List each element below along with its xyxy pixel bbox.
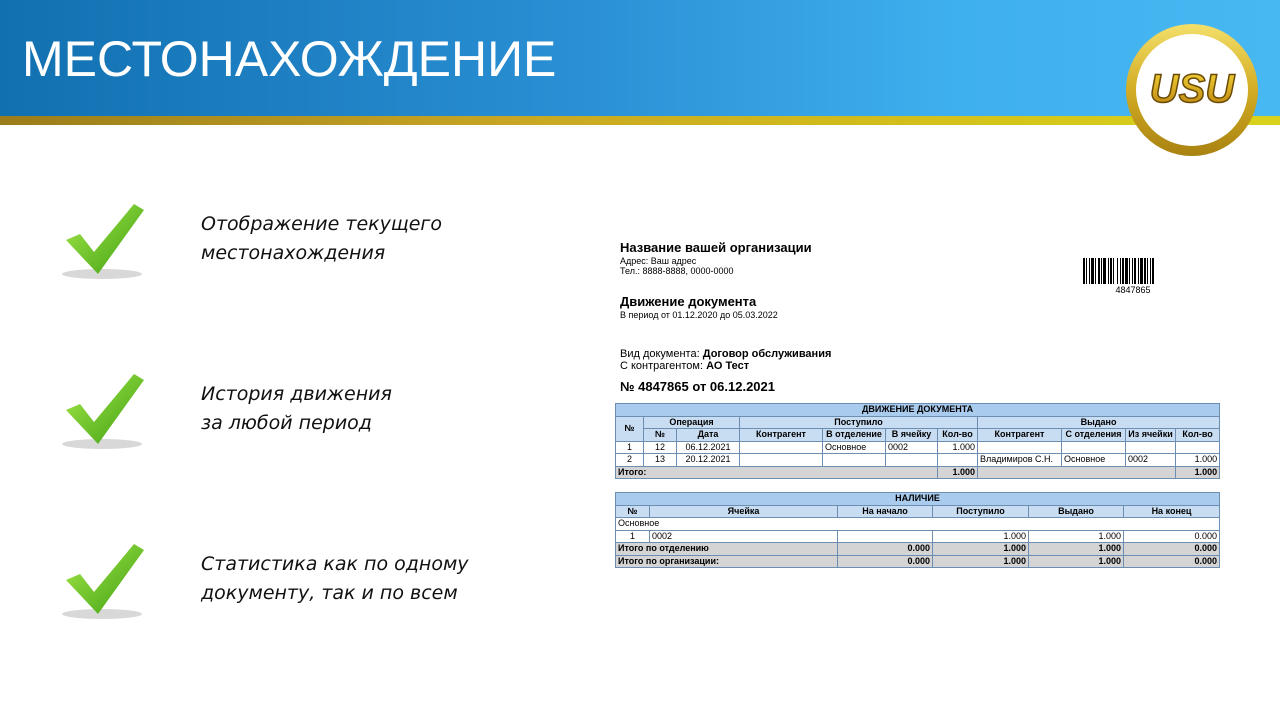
doc-number: № 4847865 от 06.12.2021 (620, 379, 775, 394)
total-cell: 1.000 (933, 555, 1029, 568)
table-total-row (616, 543, 1220, 556)
barcode-icon (1083, 258, 1183, 284)
column-header: Выдано (1029, 505, 1124, 518)
table-row (616, 530, 1220, 543)
movement-table (615, 403, 1220, 479)
table-cell: 0.000 (1124, 530, 1220, 543)
usu-logo-icon (1124, 22, 1260, 158)
feature-text-line: документу, так и по всем (201, 582, 458, 604)
table-cell: 13 (644, 454, 677, 467)
total-cell: 0.000 (838, 543, 933, 556)
table-cell: 0002 (886, 441, 938, 454)
table-row (616, 454, 1220, 467)
org-address: Адрес: Ваш адрес (620, 256, 697, 266)
table-cell (938, 454, 978, 467)
svg-text:USU: USU (1149, 67, 1235, 111)
table-total-row (616, 555, 1220, 568)
total-cell: 1.000 (1029, 555, 1124, 568)
group-row (616, 518, 1220, 531)
column-header: № (644, 429, 677, 442)
table-cell (838, 530, 933, 543)
total-cell (978, 466, 1176, 479)
barcode-number: 4847865 (1115, 285, 1151, 295)
stock-table (615, 492, 1220, 568)
table-cell: 1 (616, 441, 644, 454)
contractor-label: С контрагентом: (620, 360, 707, 372)
column-header: На конец (1124, 505, 1220, 518)
column-header: Контрагент (978, 429, 1062, 442)
column-header: Ячейка (650, 505, 838, 518)
feature-text-line: История движения (201, 383, 392, 405)
column-header: Кол-во (938, 429, 978, 442)
column-header: Выдано (978, 416, 1220, 429)
table-cell (886, 454, 938, 467)
slide-title: МЕСТОНАХОЖДЕНИЕ (22, 31, 557, 87)
table-cell: 0002 (650, 530, 838, 543)
checkmark-icon (58, 202, 154, 286)
table-cell (1062, 441, 1126, 454)
table-cell: 1.000 (1176, 454, 1220, 467)
stock-table-title: НАЛИЧИЕ (616, 493, 1220, 506)
total-cell: 0.000 (1124, 543, 1220, 556)
column-header: Кол-во (1176, 429, 1220, 442)
table-total-row (616, 466, 1220, 479)
feature-item (58, 372, 538, 462)
doc-type-label: Вид документа: (620, 348, 703, 360)
org-name: Название вашей организации (620, 240, 812, 255)
table-cell (978, 441, 1062, 454)
total-cell: 1.000 (938, 466, 978, 479)
column-header: № (616, 505, 650, 518)
table-row (616, 441, 1220, 454)
column-header: Дата (677, 429, 740, 442)
doc-type-value: Договор обслуживания (702, 348, 832, 360)
table-cell (1176, 441, 1220, 454)
total-label: Итого по отделению (616, 543, 838, 556)
org-phone: Тел.: 8888-8888, 0000-0000 (620, 266, 734, 276)
doc-type-line (620, 348, 831, 360)
contractor-value: АО Тест (706, 360, 750, 372)
doc-contractor-line (620, 360, 749, 372)
checkmark-icon (58, 372, 154, 456)
feature-item (58, 542, 538, 632)
column-header: В ячейку (886, 429, 938, 442)
feature-text-line: местонахождения (201, 242, 386, 264)
table-cell: Владимиров С.Н. (978, 454, 1062, 467)
report-title: Движение документа (620, 294, 757, 309)
table-cell (1126, 441, 1176, 454)
table-cell: 1.000 (933, 530, 1029, 543)
table-cell: 1 (616, 530, 650, 543)
column-header: Поступило (933, 505, 1029, 518)
total-label: Итого: (616, 466, 938, 479)
group-label: Основное (616, 518, 1220, 531)
feature-text-line: за любой период (201, 412, 372, 434)
column-header: В отделение (823, 429, 886, 442)
total-cell: 0.000 (1124, 555, 1220, 568)
checkmark-icon (58, 542, 154, 626)
table-cell: 12 (644, 441, 677, 454)
total-cell: 1.000 (933, 543, 1029, 556)
column-header: С отделения (1062, 429, 1126, 442)
column-header: Контрагент (740, 429, 823, 442)
feature-text-line: Статистика как по одному (201, 553, 469, 575)
column-header: № (616, 416, 644, 441)
table-cell: 1.000 (938, 441, 978, 454)
column-header: Поступило (740, 416, 978, 429)
document-report (615, 236, 1221, 576)
total-cell: 1.000 (1029, 543, 1124, 556)
total-label: Итого по организации: (616, 555, 838, 568)
total-cell: 1.000 (1176, 466, 1220, 479)
column-header: Операция (644, 416, 740, 429)
table-cell: 1.000 (1029, 530, 1124, 543)
table-cell: 20.12.2021 (677, 454, 740, 467)
header-gold-stripe (0, 116, 1280, 125)
table-cell (740, 454, 823, 467)
feature-text-line: Отображение текущего (201, 213, 443, 235)
table-cell (740, 441, 823, 454)
table-cell (823, 454, 886, 467)
table-cell: 2 (616, 454, 644, 467)
table-cell: Основное (823, 441, 886, 454)
column-header: На начало (838, 505, 933, 518)
movement-table-title: ДВИЖЕНИЕ ДОКУМЕНТА (616, 404, 1220, 417)
total-cell: 0.000 (838, 555, 933, 568)
column-header: Из ячейки (1126, 429, 1176, 442)
feature-item (58, 202, 538, 292)
table-cell: 0002 (1126, 454, 1176, 467)
table-cell: 06.12.2021 (677, 441, 740, 454)
table-cell: Основное (1062, 454, 1126, 467)
report-period: В период от 01.12.2020 до 05.03.2022 (620, 310, 778, 320)
